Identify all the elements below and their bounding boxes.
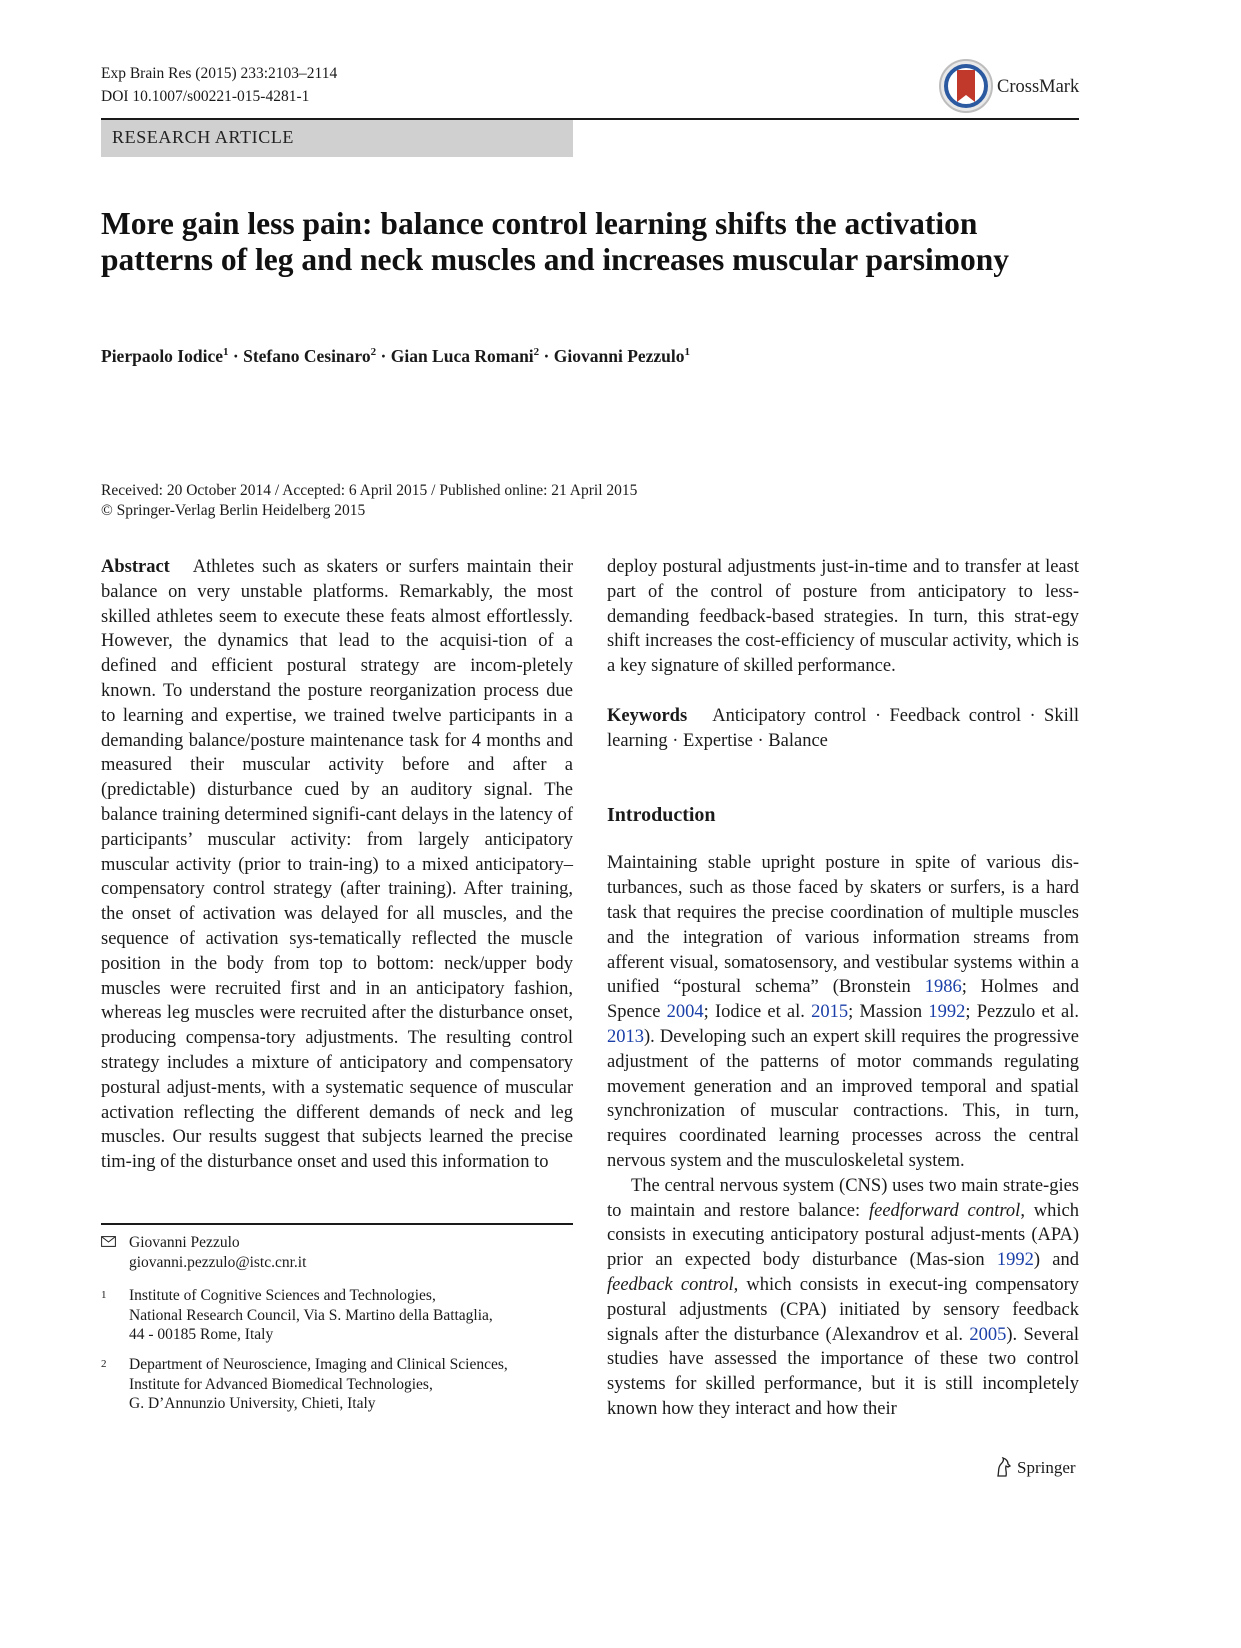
- text-run: , which consists in execut-ing compensatory postural adjustments (CPA) initiated by sensory feedback signals after the disturbance (Alexandrov et al.: [607, 1274, 1079, 1345]
- keywords-paragraph: [607, 704, 1079, 754]
- left-column: [101, 555, 573, 1175]
- section-heading-introduction: Introduction: [607, 803, 716, 826]
- affiliation-line: National Research Council, Via S. Martino della Battaglia,: [129, 1306, 493, 1324]
- crossmark-badge[interactable]: [938, 58, 1088, 118]
- author-affiliation-mark: 2: [370, 346, 377, 359]
- footnotes: [101, 1233, 573, 1414]
- affiliation-line: Department of Neuroscience, Imaging and Clinical Sciences,: [129, 1355, 508, 1373]
- citation-link[interactable]: 1986: [924, 977, 962, 998]
- text-run: ). Several studies have assessed the importance of these two control systems for skilled performance, but it is still incompletely known how they interact and how their: [607, 1324, 1079, 1419]
- springer-horse-icon: [995, 1457, 1012, 1477]
- citation-link[interactable]: 2005: [969, 1324, 1007, 1345]
- author-name[interactable]: Giovanni Pezzulo: [553, 346, 685, 366]
- crossmark-label: CrossMark: [997, 77, 1080, 97]
- affiliation-mark: 2: [101, 1357, 107, 1370]
- citation-link[interactable]: 2013: [607, 1026, 644, 1047]
- history-line: Received: 20 October 2014 / Accepted: 6 April 2015 / Published online: 21 April 2015: [101, 482, 638, 499]
- crossmark-icon: [938, 58, 994, 114]
- affiliation-1: [101, 1286, 573, 1345]
- corresponding-email[interactable]: giovanni.pezzulo@istc.cnr.it: [129, 1253, 307, 1271]
- affiliation-line: G. D’Annunzio University, Chieti, Italy: [129, 1395, 376, 1413]
- abstract-text: Athletes such as skaters or surfers maintain their balance on very unstable platforms. Remarkably, the most skilled athletes seem to execute these feats almost effortlessly. However, the dynamics that lead to the acquisi-tion of a defined and efficient postural strategy are incom-pletely known. To understand the posture reorganization process due to learning and expertise, we trained twelve participants in a demanding balance/posture maintenance task for 4 months and measured their muscular activity before and after a (predictable) disturbance cued by an auditory signal. The balance training determined signifi-cant delays in the latency of participants’ muscular activity: from largely anticipatory muscular activity (prior to train-ing) to a mixed anticipatory–compensatory control strategy (after training). After training, the onset of activation was delayed for all muscles, and the sequence of activation sys-tematically reflected the muscle position in the body from top to bottom: neck/upper body muscles were recruited first and in an anticipatory fashion, whereas leg muscles were recruited after the disturbance onset, producing compensa-tory adjustments. The resulting control strategy includes a mixture of anticipatory and compensatory postural adjust-ments, with a systematic sequence of muscular activation reflecting the different demands of neck and leg muscles. Our results suggest that subjects learned the precise tim-ing of the disturbance onset and used this information to: [101, 557, 574, 1173]
- envelope-icon: [101, 1236, 116, 1247]
- author-name[interactable]: Gian Luca Romani: [390, 346, 534, 366]
- author-separator: ·: [376, 346, 391, 366]
- text-run: The central nervous system (CNS) uses two main strate-gies to maintain and restore balance:: [607, 1175, 1079, 1221]
- author-name[interactable]: Stefano Cesinaro: [243, 346, 371, 366]
- keywords-text: Anticipatory control · Feedback control · Skill learning · Expertise · Balance: [607, 705, 1079, 751]
- publication-dates: [101, 481, 637, 521]
- keywords-label: Keywords: [607, 705, 688, 726]
- corresponding-author: [101, 1233, 573, 1272]
- affiliation-line: 44 - 00185 Rome, Italy: [129, 1326, 274, 1344]
- article-type-label: RESEARCH ARTICLE: [112, 127, 295, 147]
- author-separator: ·: [539, 346, 554, 366]
- text-run: ) and: [1033, 1250, 1080, 1271]
- article-type-band: [101, 120, 573, 157]
- publisher-logo[interactable]: [995, 1457, 1076, 1478]
- emphasis-term: feedforward control: [868, 1200, 1021, 1221]
- journal-header: [101, 62, 337, 108]
- text-run: ). Developing such an expert skill requires the progressive adjustment of the patterns of motor commands regulating movement generation and an improved temporal and spatial synchronization of muscular contractions. This, in turn, requires coordinated learning processes across the central nervous system and the musculoskeletal system.: [607, 1026, 1079, 1171]
- footnote-divider: [101, 1223, 573, 1225]
- author-affiliation-mark: 1: [684, 346, 691, 359]
- corresponding-name: Giovanni Pezzulo: [129, 1234, 240, 1251]
- affiliation-2: [101, 1355, 573, 1414]
- doi[interactable]: DOI 10.1007/s00221-015-4281-1: [101, 88, 310, 105]
- text-run: ; Iodice et al.: [703, 1002, 812, 1023]
- text-run: Maintaining stable upright posture in spite of various dis-turbances, such as those faced by skaters or surfers, is a hard task that requires the precise coordination of multiple muscles and the integration of various information streams from afferent visual, somatosensory, and vestibular systems within a unified “postural schema” (Bronstein: [607, 853, 1079, 998]
- text-run: ; Holmes and Spence: [607, 977, 1080, 1023]
- journal-citation: Exp Brain Res (2015) 233:2103–2114: [101, 65, 338, 82]
- text-run: , which consists in executing anticipatory postural adjust-ments (APA) prior an expected body disturbance (Mas-sion: [607, 1200, 1079, 1271]
- author-separator: ·: [228, 346, 244, 366]
- affiliation-mark: 1: [101, 1289, 107, 1302]
- author-affiliation-mark: 1: [223, 346, 229, 359]
- affiliation-line: Institute for Advanced Biomedical Technologies,: [129, 1375, 433, 1393]
- citation-link[interactable]: 2004: [666, 1002, 704, 1023]
- intro-paragraph-1: [607, 851, 1079, 1173]
- article-title: More gain less pain: balance control learning shifts the activation patterns of leg and neck muscles and increases muscular parsimony: [101, 206, 1009, 277]
- author-name[interactable]: Pierpaolo Iodice: [101, 346, 223, 366]
- text-run: ; Massion: [848, 1002, 929, 1023]
- intro-paragraph-2: [607, 1174, 1079, 1422]
- text-run: ; Pezzulo et al.: [965, 1002, 1079, 1023]
- citation-link[interactable]: 2015: [811, 1002, 849, 1023]
- citation-link[interactable]: 1992: [996, 1250, 1034, 1271]
- copyright-line: © Springer-Verlag Berlin Heidelberg 2015: [101, 502, 366, 519]
- author-affiliation-mark: 2: [533, 346, 540, 359]
- abstract-label: Abstract: [101, 557, 170, 577]
- publisher-name: Springer: [1017, 1458, 1076, 1477]
- author-list: [101, 346, 690, 367]
- citation-link[interactable]: 1992: [928, 1002, 966, 1023]
- abstract-continuation: deploy postural adjustments just-in-time and to transfer at least part of the control of posture from anticipatory to less-demanding feedback-based strategies. In turn, this strat-egy shift increases the cost-efficiency of muscular activity, which is a key signature of skilled performance.: [607, 557, 1079, 677]
- abstract-paragraph: [101, 555, 573, 1175]
- emphasis-term: feedback control: [607, 1274, 734, 1295]
- right-column: [607, 555, 1079, 1422]
- affiliation-line: Institute of Cognitive Sciences and Technologies,: [129, 1287, 436, 1305]
